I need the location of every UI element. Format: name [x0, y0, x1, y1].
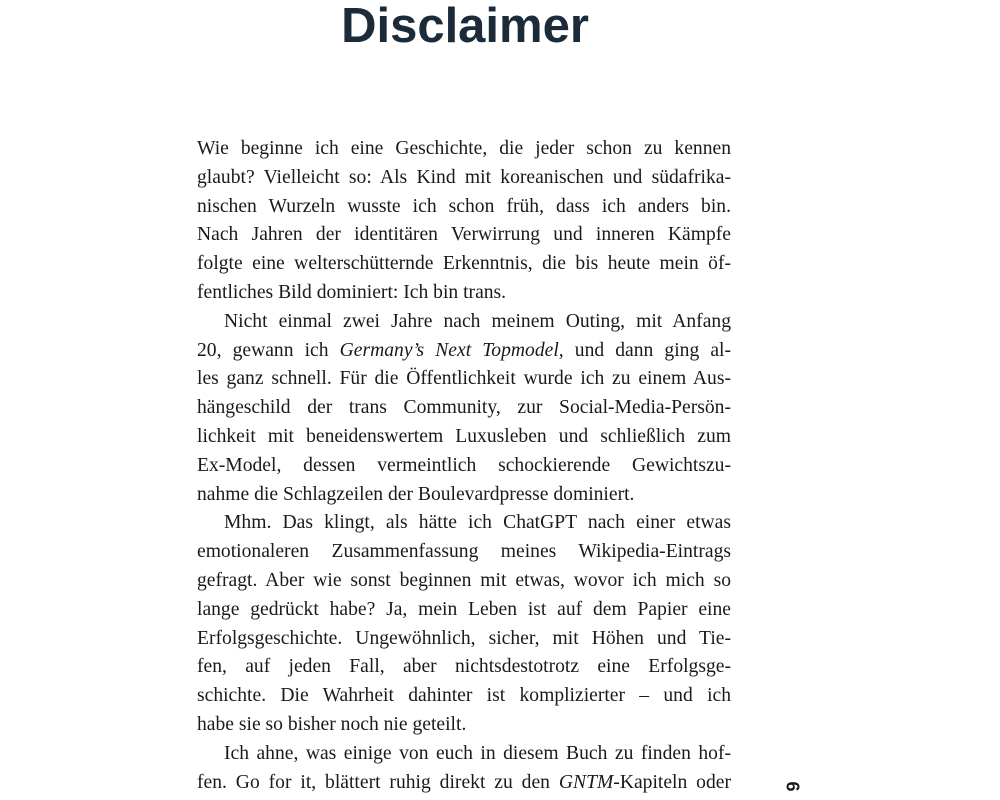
text-line: hängeschild der trans Community, zur Social-Media-Persön- — [197, 397, 731, 419]
text-line: Wie beginne ich eine Geschichte, die jeder schon zu kennen — [197, 138, 731, 159]
page-title: Disclaimer — [341, 0, 589, 53]
text-fragment: und dann ging al- — [563, 339, 731, 361]
italic-title: GNTM — [558, 771, 614, 793]
paragraph-2 — [197, 308, 731, 510]
text-line-mixed — [197, 337, 731, 366]
text-fragment: -Kapiteln oder — [613, 771, 731, 793]
text-line: gefragt. Aber wie sonst beginnen mit etwas, wovor ich mich so — [197, 569, 731, 591]
text-line: les ganz schnell. Für die Öffentlichkeit wurde ich zu einem Aus- — [197, 368, 731, 390]
text-line: lange gedrückt habe? Ja, mein Leben ist auf dem Papier eine — [197, 598, 731, 620]
text-line: emotionaleren Zusammenfassung meines Wikipedia-Eintrags — [197, 541, 731, 563]
text-line: nahme die Schlagzeilen der Boulevardpresse dominiert. — [197, 483, 635, 505]
text-line: habe sie so bisher noch nie geteilt. — [197, 713, 467, 735]
text-line: Mhm. Das klingt, als hätte ich ChatGPT nach einer etwas — [224, 512, 731, 534]
text-line: Erfolgsgeschichte. Ungewöhnlich, sicher, mit Höhen und Tie- — [197, 627, 731, 649]
paragraph-4 — [197, 740, 731, 798]
text-line: glaubt? Vielleicht so: Als Kind mit koreanischen und südafrika- — [197, 166, 731, 188]
italic-title: Germany’s Next Topmodel, — [339, 339, 564, 361]
page-number: 6 — [782, 781, 803, 792]
text-line: fentliches Bild dominiert: Ich bin trans. — [197, 281, 507, 303]
text-line: nischen Wurzeln wusste ich schon früh, dass ich anders bin. — [197, 195, 731, 217]
text-line-mixed — [197, 769, 731, 798]
paragraph-3 — [197, 509, 731, 739]
text-line: fen, auf jeden Fall, aber nichtsdestotrotz eine Erfolgsge- — [197, 656, 731, 678]
text-line: Nicht einmal zwei Jahre nach meinem Outing, mit Anfang — [224, 310, 731, 332]
text-line: schichte. Die Wahrheit dahinter ist komplizierter – und ich — [197, 685, 731, 707]
text-fragment: 20, gewann ich — [197, 339, 340, 361]
paragraph-1 — [197, 135, 731, 308]
text-fragment: fen. Go for it, blättert ruhig direkt zu den — [197, 771, 559, 793]
text-line: Ich ahne, was einige von euch in diesem Buch zu finden hof- — [224, 742, 731, 764]
body-text — [197, 135, 731, 797]
text-line: Nach Jahren der identitären Verwirrung und inneren Kämpfe — [197, 224, 731, 246]
text-line: folgte eine welterschütternde Erkenntnis, die bis heute mein öf- — [197, 253, 731, 275]
text-line: lichkeit mit beneidenswertem Luxusleben und schließlich zum — [197, 425, 731, 447]
text-line: Ex-Model, dessen vermeintlich schockierende Gewichtszu- — [197, 454, 731, 476]
